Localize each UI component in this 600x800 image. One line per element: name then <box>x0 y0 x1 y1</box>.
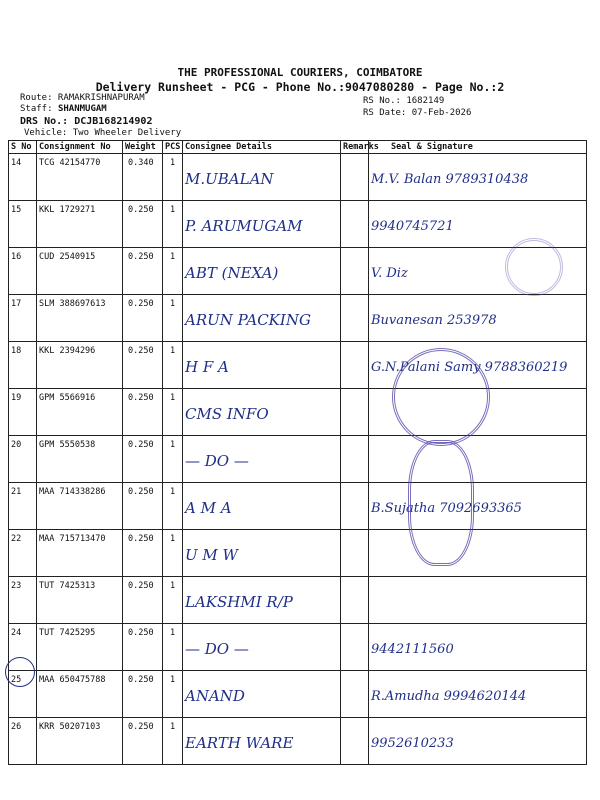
cell-sno-text: 22 <box>11 534 22 544</box>
cell-consignee-text: H F A <box>185 358 229 376</box>
cell-weight-text: 0.250 <box>128 346 154 356</box>
cell-signature-text: M.V. Balan 9789310438 <box>371 171 529 187</box>
cell-pcs-text: 1 <box>169 205 176 215</box>
cell-signature <box>369 530 587 577</box>
cell-consignee <box>183 342 341 389</box>
rs-number: RS No.: 1682149 <box>363 96 445 106</box>
cell-pcs-text: 1 <box>169 158 176 168</box>
col-remarks: Remarks <box>341 141 369 154</box>
cell-weight <box>123 248 163 295</box>
cell-pcs <box>163 436 183 483</box>
cell-pcs <box>163 577 183 624</box>
cell-signature <box>369 201 587 248</box>
staff-label: Staff: <box>20 104 53 114</box>
cell-remarks <box>341 342 369 389</box>
col-sno: S No <box>9 141 37 154</box>
cell-weight <box>123 577 163 624</box>
cell-signature <box>369 483 587 530</box>
cell-sno-text: 25 <box>11 675 22 685</box>
cell-signature <box>369 718 587 765</box>
cell-pcs-text: 1 <box>169 581 176 591</box>
round-seal-stamp <box>505 238 563 296</box>
cell-pcs-text: 1 <box>169 628 176 638</box>
col-seal: Seal & Signature <box>369 141 587 154</box>
cell-consignment <box>37 389 123 436</box>
cell-pcs <box>163 248 183 295</box>
cell-pcs <box>163 295 183 342</box>
table-row <box>9 389 587 436</box>
cell-sno <box>9 342 37 389</box>
cell-consignment-text: MAA 650475788 <box>39 675 106 685</box>
table-row <box>9 483 587 530</box>
cell-remarks <box>341 483 369 530</box>
cell-consignment <box>37 154 123 201</box>
cell-sno-text: 15 <box>11 205 22 215</box>
cell-sno <box>9 201 37 248</box>
cell-consignment-text: TUT 7425295 <box>39 628 96 638</box>
table-row <box>9 201 587 248</box>
cell-consignment-text: TCG 42154770 <box>39 158 101 168</box>
cell-pcs <box>163 201 183 248</box>
cell-consignee-text: LAKSHMI R/P <box>185 593 293 611</box>
cell-consignee <box>183 248 341 295</box>
cell-weight-text: 0.250 <box>128 205 154 215</box>
cell-pcs-text: 1 <box>169 440 176 450</box>
cell-consignment <box>37 530 123 577</box>
table-row <box>9 577 587 624</box>
cell-consignee-text: M.UBALAN <box>185 170 274 188</box>
cell-signature <box>369 671 587 718</box>
cell-sno <box>9 295 37 342</box>
cell-weight <box>123 201 163 248</box>
cell-consignment <box>37 624 123 671</box>
cell-pcs-text: 1 <box>169 487 176 497</box>
cell-remarks <box>341 201 369 248</box>
cell-consignment <box>37 483 123 530</box>
cell-consignee <box>183 577 341 624</box>
cell-weight-text: 0.250 <box>128 299 154 309</box>
cell-remarks <box>341 154 369 201</box>
cell-consignee <box>183 436 341 483</box>
cell-consignee-text: P. ARUMUGAM <box>185 217 303 235</box>
cell-sno <box>9 154 37 201</box>
cell-weight-text: 0.250 <box>128 487 154 497</box>
rs-date: RS Date: 07-Feb-2026 <box>363 108 472 118</box>
cell-consignee-text: ABT (NEXA) <box>185 264 279 282</box>
table-row <box>9 436 587 483</box>
cell-weight-text: 0.250 <box>128 252 154 262</box>
table-row <box>9 342 587 389</box>
cell-consignment <box>37 718 123 765</box>
cell-pcs <box>163 624 183 671</box>
cell-weight <box>123 342 163 389</box>
cell-weight <box>123 530 163 577</box>
drs-info <box>20 116 152 127</box>
cell-signature-text: 9442111560 <box>371 641 454 657</box>
cell-pcs <box>163 342 183 389</box>
cell-weight-text: 0.250 <box>128 628 154 638</box>
cell-sno-text: 19 <box>11 393 22 403</box>
cell-sno <box>9 530 37 577</box>
cell-consignee <box>183 295 341 342</box>
cell-consignment <box>37 342 123 389</box>
cell-sno-text: 17 <box>11 299 22 309</box>
cell-weight-text: 0.250 <box>128 534 154 544</box>
table-row <box>9 718 587 765</box>
vehicle-info: Vehicle: Two Wheeler Delivery <box>24 128 182 138</box>
cell-consignee-text: ANAND <box>185 687 245 705</box>
cell-signature <box>369 577 587 624</box>
cell-consignee <box>183 483 341 530</box>
cell-signature <box>369 436 587 483</box>
cell-consignee-text: U M W <box>185 546 238 564</box>
cell-signature-text: 9940745721 <box>371 218 454 234</box>
cell-weight <box>123 436 163 483</box>
cell-weight-text: 0.340 <box>128 158 154 168</box>
cell-signature-text: R.Amudha 9994620144 <box>371 688 527 704</box>
cell-consignment-text: TUT 7425313 <box>39 581 96 591</box>
cell-consignment-text: SLM 388697613 <box>39 299 106 309</box>
cell-consignment-text: MAA 714338286 <box>39 487 106 497</box>
runsheet-subtitle: Delivery Runsheet - PCG - Phone No.:9047080280 - Page No.:2 <box>95 80 505 94</box>
cell-remarks <box>341 718 369 765</box>
cell-consignment <box>37 248 123 295</box>
cell-consignment-text: GPM 5566916 <box>39 393 96 403</box>
cell-weight <box>123 718 163 765</box>
table-row <box>9 154 587 201</box>
cell-consignment-text: MAA 715713470 <box>39 534 106 544</box>
table-row <box>9 624 587 671</box>
cell-remarks <box>341 436 369 483</box>
cell-weight-text: 0.250 <box>128 722 154 732</box>
cell-weight <box>123 295 163 342</box>
cell-signature <box>369 295 587 342</box>
cell-remarks <box>341 577 369 624</box>
cell-pcs-text: 1 <box>169 534 176 544</box>
cell-consignee-text: — DO — <box>185 452 249 470</box>
col-weight: Weight <box>123 141 163 154</box>
cell-remarks <box>341 671 369 718</box>
table-row <box>9 671 587 718</box>
cell-remarks <box>341 248 369 295</box>
cell-consignment-text: GPM 5550538 <box>39 440 96 450</box>
cell-consignee-text: CMS INFO <box>185 405 269 423</box>
cell-consignment <box>37 671 123 718</box>
cell-consignee-text: EARTH WARE <box>185 734 294 752</box>
cell-pcs-text: 1 <box>169 722 176 732</box>
cell-sno-text: 16 <box>11 252 22 262</box>
company-seal-stamp <box>392 348 490 446</box>
cell-weight <box>123 671 163 718</box>
cell-pcs <box>163 671 183 718</box>
cell-sno <box>9 483 37 530</box>
cell-consignment <box>37 577 123 624</box>
cell-signature-text: V. Diz <box>371 265 408 281</box>
col-consignee: Consignee Details <box>183 141 341 154</box>
cell-consignment-text: KKL 2394296 <box>39 346 96 356</box>
cell-sno-text: 26 <box>11 722 22 732</box>
cell-consignee <box>183 624 341 671</box>
cell-sno-text: 20 <box>11 440 22 450</box>
table-row <box>9 295 587 342</box>
cell-consignment <box>37 436 123 483</box>
cell-weight <box>123 154 163 201</box>
cell-signature-text: Buvanesan 253978 <box>371 312 497 328</box>
company-seal-stamp-2 <box>408 440 474 566</box>
cell-consignee <box>183 671 341 718</box>
cell-remarks <box>341 624 369 671</box>
cell-sno-text: 24 <box>11 628 22 638</box>
cell-sno <box>9 577 37 624</box>
cell-pcs-text: 1 <box>169 252 176 262</box>
cell-sno <box>9 389 37 436</box>
cell-consignee <box>183 718 341 765</box>
cell-sno <box>9 436 37 483</box>
cell-consignee-text: — DO — <box>185 640 249 658</box>
cell-sno <box>9 248 37 295</box>
col-pcs: PCS <box>163 141 183 154</box>
cell-pcs <box>163 530 183 577</box>
cell-pcs <box>163 154 183 201</box>
cell-consignment-text: KRR 50207103 <box>39 722 101 732</box>
drs-label: DRS No.: <box>20 116 69 127</box>
cell-weight <box>123 389 163 436</box>
route-info: Route: RAMAKRISHNAPURAM <box>20 93 145 103</box>
cell-pcs <box>163 483 183 530</box>
cell-sno <box>9 718 37 765</box>
cell-remarks <box>341 389 369 436</box>
cell-weight <box>123 624 163 671</box>
cell-consignee <box>183 201 341 248</box>
cell-sno-text: 18 <box>11 346 22 356</box>
cell-pcs-text: 1 <box>169 675 176 685</box>
table-header-row <box>9 141 587 154</box>
cell-consignment <box>37 295 123 342</box>
cell-consignee <box>183 530 341 577</box>
cell-remarks <box>341 295 369 342</box>
cell-signature-text: 9952610233 <box>371 735 454 751</box>
cell-consignment-text: CUD 2540915 <box>39 252 96 262</box>
cell-weight-text: 0.250 <box>128 675 154 685</box>
cell-sno-text: 14 <box>11 158 22 168</box>
cell-pcs-text: 1 <box>169 393 176 403</box>
cell-pcs <box>163 718 183 765</box>
runsheet-table <box>8 140 587 765</box>
cell-consignee-text: A M A <box>185 499 232 517</box>
staff-info <box>20 104 107 114</box>
cell-consignee-text: ARUN PACKING <box>185 311 311 329</box>
highlight-circle-row-26 <box>5 657 35 687</box>
cell-consignment <box>37 201 123 248</box>
cell-pcs-text: 1 <box>169 299 176 309</box>
cell-signature-text: B.Sujatha 7092693365 <box>371 500 522 516</box>
cell-remarks <box>341 530 369 577</box>
cell-pcs <box>163 389 183 436</box>
drs-value: DCJB168214902 <box>74 116 153 127</box>
cell-weight <box>123 483 163 530</box>
cell-weight-text: 0.250 <box>128 440 154 450</box>
staff-value: SHANMUGAM <box>57 104 107 114</box>
cell-sno-text: 23 <box>11 581 22 591</box>
cell-signature-text: G.N.Palani Samy 9788360219 <box>371 359 568 375</box>
cell-weight-text: 0.250 <box>128 393 154 403</box>
cell-consignee <box>183 154 341 201</box>
cell-sno-text: 21 <box>11 487 22 497</box>
table-row <box>9 530 587 577</box>
cell-pcs-text: 1 <box>169 346 176 356</box>
cell-consignment-text: KKL 1729271 <box>39 205 96 215</box>
cell-signature <box>369 154 587 201</box>
col-consignment: Consignment No <box>37 141 123 154</box>
cell-weight-text: 0.250 <box>128 581 154 591</box>
cell-consignee <box>183 389 341 436</box>
cell-signature <box>369 624 587 671</box>
company-title: THE PROFESSIONAL COURIERS, COIMBATORE <box>177 66 423 79</box>
table-row <box>9 248 587 295</box>
